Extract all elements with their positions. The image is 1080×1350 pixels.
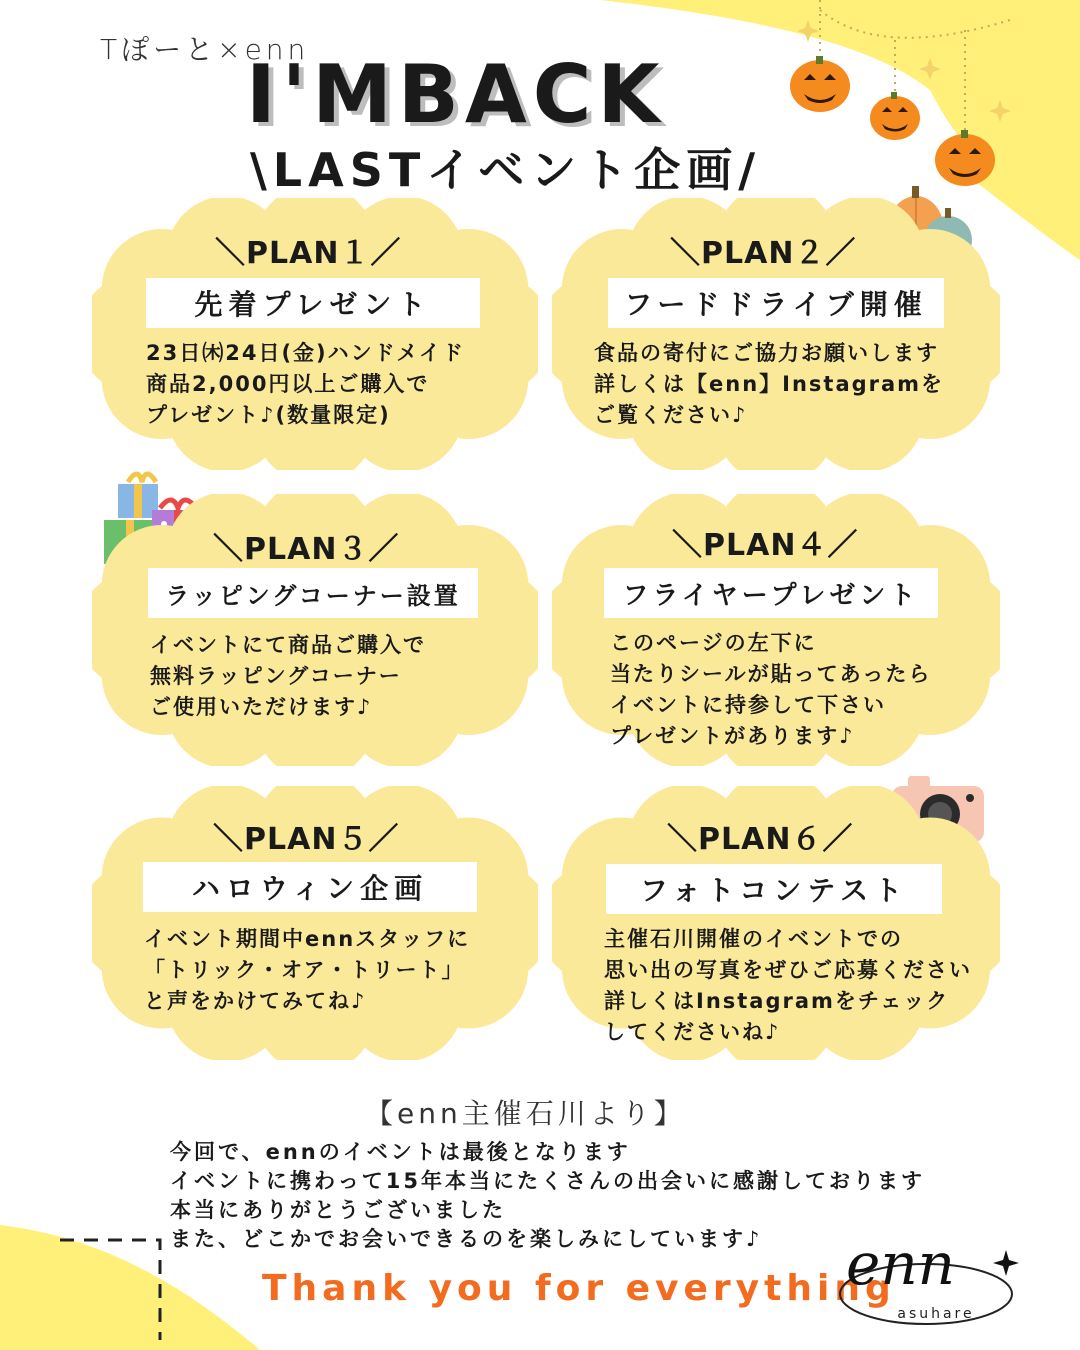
plan-2-label: ＼PLAN２／ xyxy=(670,236,857,271)
page-subtitle: \LASTイベント企画/ xyxy=(250,143,762,197)
plan-3-heading: ラッピングコーナー設置 xyxy=(148,568,478,618)
thank-you-text: Thank you for everything xyxy=(262,1268,896,1309)
pretitle: Tぽーと×enn xyxy=(100,33,310,66)
jack-o-lantern-icon xyxy=(870,92,920,140)
plan-5-description: イベント期間中ennスタッフに 「トリック・オア・トリート」 と声をかけてみてね♪ xyxy=(144,927,471,1013)
message-body: 今回で、ennのイベントは最後となります イベントに携わって15年本当にたくさんの出会いに感謝しております 本当にありがとうございました また、どこかでお会いできるのを楽しみにしています♪ xyxy=(170,1140,926,1251)
logo-main-text: enn xyxy=(846,1230,956,1298)
jack-o-lantern-icon xyxy=(790,56,850,112)
plan-6-label: ＼PLAN６／ xyxy=(667,822,854,857)
plan-1-heading: 先着プレゼント xyxy=(146,278,480,328)
plan-6-heading: フォトコンテスト xyxy=(606,864,942,914)
plan-3-description: イベントにて商品ご購入で 無料ラッピングコーナー ご使用いただけます♪ xyxy=(150,633,426,719)
plan-4-description: このページの左下に 当たりシールが貼ってあったら イベントに持参して下さい プレゼントがあります♪ xyxy=(610,631,932,748)
plan-1-label: ＼PLAN１／ xyxy=(215,236,402,271)
enn-asuhare-logo xyxy=(836,1230,1022,1330)
logo-sparkle-icon xyxy=(993,1250,1019,1276)
plan-5-label: ＼PLAN５／ xyxy=(213,822,400,857)
plan-1-description: 23日㈭24日(金)ハンドメイド 商品2,000円以上ご購入で プレゼント♪(数量限定) xyxy=(146,341,466,427)
plan-2-description: 食品の寄付にご協力お願いします 詳しくは【enn】Instagramを ご覧ください♪ xyxy=(594,341,945,427)
plan-3-label: ＼PLAN３／ xyxy=(213,532,400,567)
plan-5-heading: ハロウィン企画 xyxy=(143,862,477,912)
plan-4-label: ＼PLAN４／ xyxy=(672,528,859,563)
logo-sub-text: asuhare xyxy=(897,1306,975,1322)
plan-4-heading: フライヤープレゼント xyxy=(604,568,938,618)
page-title: I'MBACK xyxy=(246,48,666,141)
message-heading: 【enn主催石川より】 xyxy=(365,1097,686,1130)
plan-2-heading: フードドライブ開催 xyxy=(608,278,944,328)
plan-6-description: 主催石川開催のイベントでの 思い出の写真をぜひご応募ください 詳しくはInstagramをチェック してくださいね♪ xyxy=(604,927,972,1044)
